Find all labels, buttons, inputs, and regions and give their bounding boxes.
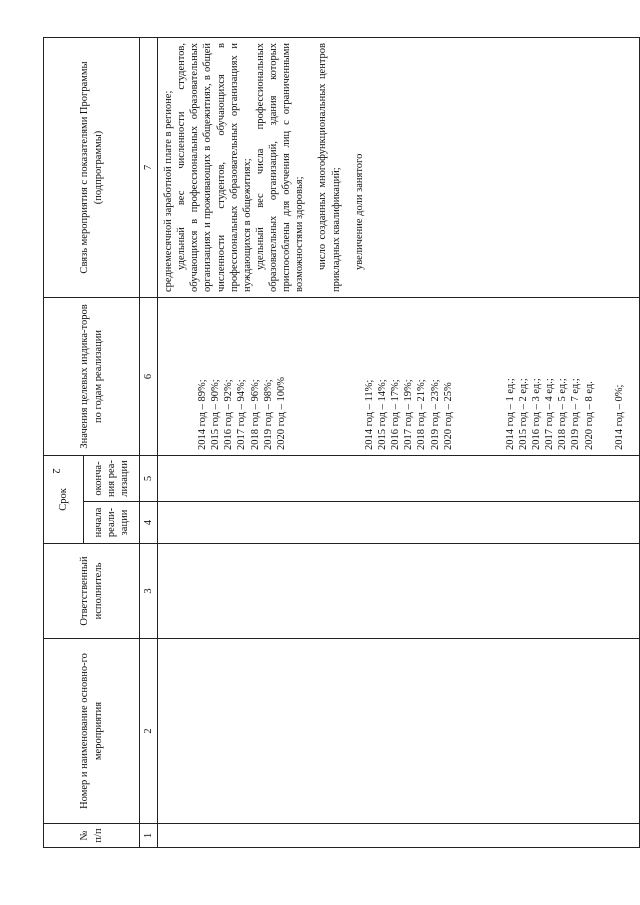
header-end: оконча-ния реа-лизации <box>84 455 140 501</box>
cell-end <box>158 455 640 501</box>
indicator-line: 2016 год – 3 ед.; <box>531 378 542 450</box>
header-measure-name: Номер и наименование основно-го мероприятия <box>44 639 140 824</box>
indicator-line: 2017 год – 4 ед.; <box>544 378 556 450</box>
cell-measure-name <box>158 639 640 824</box>
cell-start <box>158 502 640 544</box>
indicator-block-2 <box>363 303 455 450</box>
header-executor: Ответственный исполнитель <box>44 544 140 639</box>
header-program-link: Связь мероприятия с показателями Программы (подпрограммы) <box>44 37 140 297</box>
col-num-7: 7 <box>140 37 158 297</box>
indicator-line: 2017 год – 19%; <box>403 379 415 450</box>
page-number: 2 <box>49 468 62 474</box>
col-num-3: 3 <box>140 544 158 639</box>
indicator-line: 2019 год – 7 ед.; <box>570 378 582 450</box>
indicator-line: 2018 год – 5 ед.; <box>557 378 569 450</box>
link-paragraph-1: среднемесячной заработной плате в регионе; <box>163 90 174 292</box>
link-paragraph-2: удельный вес численности студентов, обучающихся в профессиональных образовательных организациях и проживающих в общежитиях, в общей численности студентов, обучающихся в профессиональных образовательных организациях и нуждающихся в общежитиях; <box>176 42 253 292</box>
col-num-1: 1 <box>140 824 158 848</box>
col-num-4: 4 <box>140 502 158 544</box>
column-numbers-row <box>140 37 158 847</box>
indicator-line: 2016 год – 92%; <box>223 379 235 450</box>
indicator-line: 2019 год – 98%; <box>262 379 274 450</box>
col-num-5: 5 <box>140 455 158 501</box>
indicator-line: 2015 год – 90%; <box>210 379 222 450</box>
link-paragraph-3: удельный вес числа профессиональных образовательных организаций, здания которых приспособлены для обучения лиц с ограниченными возможностями здоровья; <box>254 42 306 292</box>
indicator-line: 2014 год – 89%; <box>197 379 208 450</box>
indicator-line: 2017 год – 94%; <box>236 379 248 450</box>
cell-number <box>158 824 640 848</box>
indicator-line: 2014 год – 1 ед.; <box>504 378 516 450</box>
indicator-line: 2019 год – 23%; <box>429 379 441 450</box>
link-paragraph-4: число созданных многофункциональных центров прикладных квалификаций; <box>317 42 342 292</box>
indicator-line: 2015 год – 14%; <box>377 379 388 450</box>
indicator-block-1 <box>196 303 288 450</box>
indicator-line: 2016 год – 17%; <box>390 379 402 450</box>
cell-indicators <box>158 297 640 455</box>
link-paragraph-5: увеличение доли занятого <box>353 153 365 270</box>
col-num-2: 2 <box>140 639 158 824</box>
header-number: № п/п <box>44 824 140 848</box>
cell-program-link <box>158 37 640 297</box>
indicator-line: 2020 год – 8 ед. <box>583 381 595 450</box>
indicator-line: 2014 год – 0%; <box>613 384 625 450</box>
indicator-line: 2020 год – 100% <box>275 377 287 450</box>
rotated-table-frame <box>43 38 625 848</box>
indicator-block-3 <box>504 303 596 450</box>
header-indicators: Значения целевых индика-торов по годам реализации <box>44 297 140 455</box>
indicator-line: 2020 год – 25% <box>442 382 454 450</box>
measures-table <box>43 37 640 848</box>
cell-executor <box>158 544 640 639</box>
indicator-block-4 <box>613 303 626 450</box>
header-row-1 <box>44 37 84 847</box>
indicator-line: 2014 год – 11%; <box>363 379 375 450</box>
header-start: начала реали-зации <box>84 502 140 544</box>
indicator-line: 2015 год – 2 ед.; <box>517 378 529 450</box>
col-num-6: 6 <box>140 297 158 455</box>
header-term: Срок <box>44 455 84 543</box>
indicator-line: 2018 год – 21%; <box>416 379 428 450</box>
body-row <box>158 37 640 847</box>
indicator-line: 2018 год – 96%; <box>249 379 261 450</box>
